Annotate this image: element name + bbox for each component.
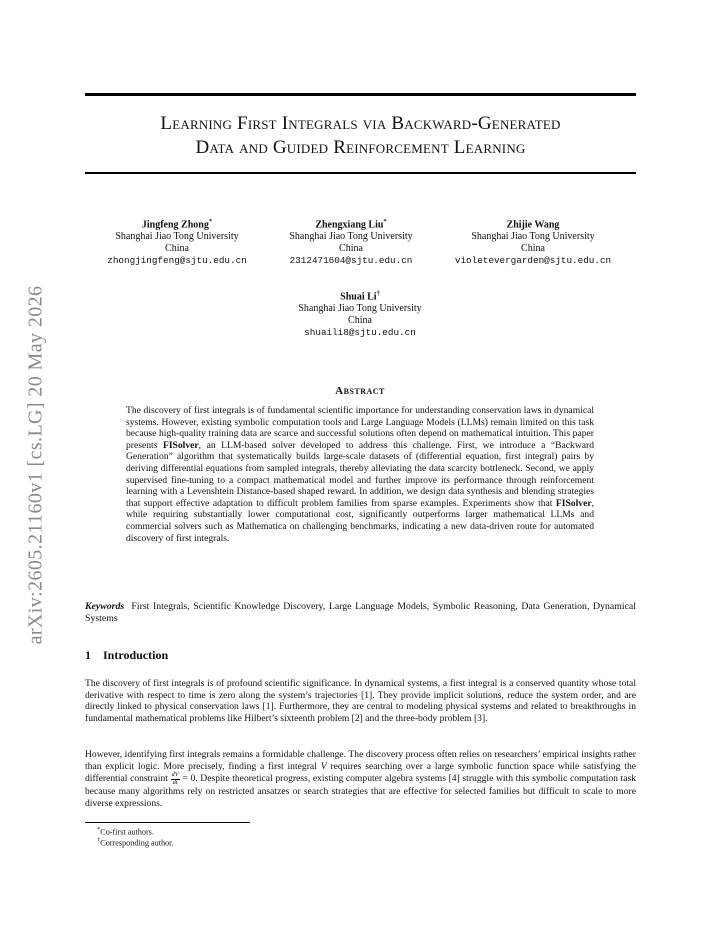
abstract-body: The discovery of first integrals is of fundamental scientific importance for understanding conservation laws in dynamical systems. However, existing symbolic computation tools and Large Language Models (LLMs) remain limited on this task because high-quality training data are scarce and successful solutions often depend on mathematical intuition. This paper presents FISolver, an LLM-based solver developed to address this challenge. First, we introduce a “Backward Generation” algorithm that systematically builds large-scale datasets of (differential equation, first integral) pairs by deriving differential equations from sampled integrals, thereby alleviating the data scarcity bottleneck. Second, we apply supervised fine-tuning to a compact mathematical model and further improve its performance through reinforcement learning with a Levenshtein Distance-based shaped reward. In addition, we design data synthesis and blending strategies that support effective adaptation to difficult problem families from sparse examples. Experiments show that FISolver, while requiring substantially lower computational cost, significantly outperforms larger mathematical LLMs and commercial solvers such as Mathematica on challenging benchmarks, indicating a new data-driven route for automated discovery of first integrals. [126,405,594,544]
abstract-heading: Abstract [335,385,385,397]
author-block [256,216,446,267]
author-country: China [165,243,189,255]
author-affiliation: Shanghai Jiao Tong University [289,231,413,243]
author-affiliation: Shanghai Jiao Tong University [298,303,422,315]
paragraph: However, identifying first integrals remains a formidable challenge. The discovery process often relies on researchers’ empirical insights rather than explicit logic. More precisely, finding a first integral V requires searching over a large symbolic function space while satisfying the differential constraint $\frac{dV}{dt}$ = 0. Despite theoretical progress, existing computer algebra systems [4] struggle with this symbolic computation task because many algorithms rely on restricted ansatzes or search strategies that are effective for selected families but difficult to scale to more diverse expressions. [85,749,637,809]
author-affiliation: Shanghai Jiao Tong University [471,231,595,243]
arxiv-identifier: arXiv:2605.21160v1 [cs.LG] 20 May 2026 [24,285,47,645]
keywords-text: First Integrals, Scientific Knowledge Discovery, Large Language Models, Symbolic Reasoning, Data Generation, Dynamical Systems [85,601,636,624]
title-top-rule [85,93,636,96]
paper-title [85,112,636,160]
title-bottom-rule [85,172,636,174]
author-block [82,216,272,267]
math-variable: V [320,760,327,772]
author-name: Jingfeng Zhong* [141,218,213,231]
author-name: Shuai Li† [340,290,380,303]
footnote-rule [85,822,250,823]
title-line-2: Data and Guided Reinforcement Learning [195,137,526,158]
author-block [265,288,455,339]
author-country: China [339,243,363,255]
author-email: violetevergarden@sjtu.edu.cn [454,255,612,267]
author-country: China [521,243,545,255]
author-affiliation: Shanghai Jiao Tong University [115,231,239,243]
math-fraction: $\frac{dV}{dt}$ [171,771,179,786]
keywords-label: Keywords [85,601,125,612]
section-number: 1 [85,648,91,662]
author-country: China [348,315,372,327]
footnote: †Corresponding author. [97,837,174,848]
author-name: Zhengxiang Liu* [315,218,387,231]
author-email: zhongjingfeng@sjtu.edu.cn [107,255,247,267]
author-name: Zhijie Wang [506,219,560,231]
footnote: *Co-first authors. [97,826,154,837]
keywords [85,601,636,625]
paragraph: The discovery of first integrals is of profound scientific significance. In dynamical systems, a first integral is a conserved quantity whose total derivative with respect to time is zero along the system’s trajectories [1]. They provide implicit solutions, reduce the system order, and are directly linked to physical conservation laws [1]. Furthermore, they are central to modeling physical systems and related to breakthroughs in fundamental mathematical problems like Hilbert’s sixteenth problem [2] and the three-body problem [3]. [85,678,636,724]
section-heading [85,648,168,663]
author-email: shuaili8@sjtu.edu.cn [304,327,416,339]
method-name: FISolver [555,497,592,509]
author-email: 2312471604@sjtu.edu.cn [289,255,413,267]
section-title: Introduction [103,648,169,662]
title-line-1: Learning First Integrals via Backward-Generated [160,113,561,134]
method-name: FISolver [162,439,199,451]
author-block [438,216,628,267]
